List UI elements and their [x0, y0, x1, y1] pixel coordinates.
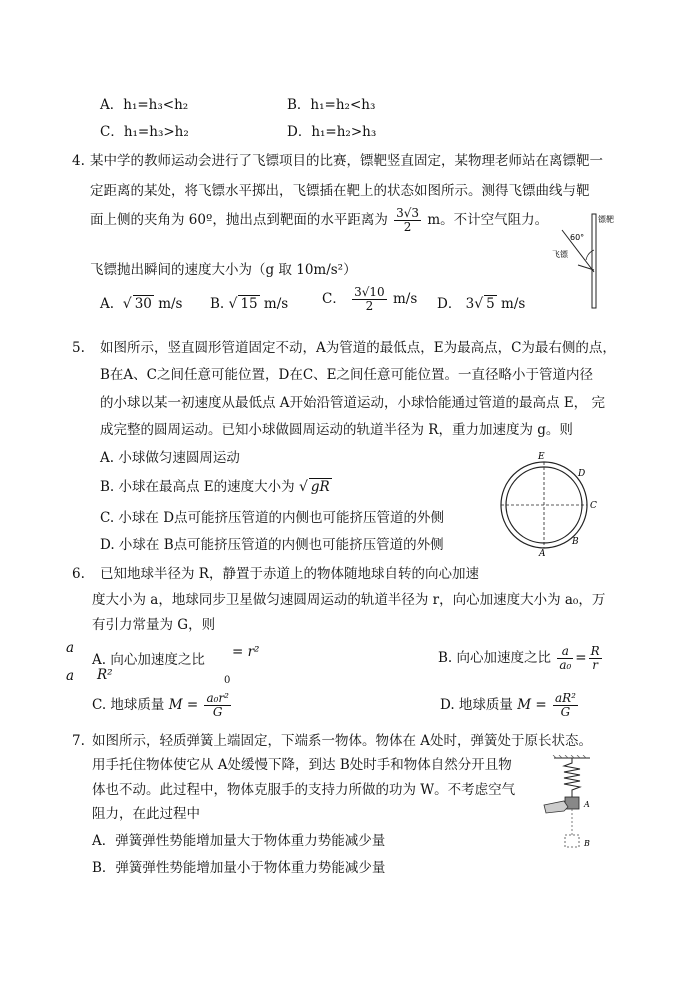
q6-option-b-rhs — [589, 645, 602, 672]
fig-label-c: C — [590, 501, 597, 511]
q4-option-b-radicand: 15 — [240, 296, 258, 312]
fig-target-label: 镖靶 — [598, 215, 614, 224]
q7-option-a: A．弹簧弹性势能增加量大于物体重力势能减少量 — [92, 833, 386, 849]
q6-option-d — [440, 692, 580, 719]
hand-icon — [544, 801, 568, 813]
q6-option-d-num: aR² — [554, 691, 576, 705]
q4-options: A. √ 30 m/s — [100, 296, 183, 312]
q6-option-c-fraction — [204, 692, 231, 719]
q7-option-b: B．弹簧弹性势能增加量小于物体重力势能减少量 — [92, 860, 386, 876]
q3-option-c: C．h₁=h₃>h₂ — [100, 124, 189, 140]
q3-option-b: B．h₁=h₂<h₃ — [287, 97, 376, 113]
q6-option-b-num: a — [557, 645, 573, 659]
q7-spring-figure — [540, 755, 610, 855]
q4-option-a-radicand: 30 — [134, 296, 152, 312]
q4-dart-figure — [548, 210, 628, 310]
q5-line1: 如图所示，竖直圆形管道固定不动，A为管道的最低点，E为最高点，C为最右侧的点， — [100, 340, 616, 356]
q5-circle-figure — [492, 448, 602, 558]
q3-option-d: D．h₁=h₂>h₃ — [287, 124, 377, 140]
q4-option-c-denominator: 2 — [365, 299, 374, 314]
q4-option-c — [322, 286, 417, 313]
q4-option-d-coefficient: 3 — [465, 296, 475, 312]
q6-option-b-den: a₀ — [559, 658, 572, 673]
q6-option-a-lhs-bot: a — [66, 668, 75, 684]
q4-number: 4. — [72, 153, 85, 169]
q6-option-b-rden: r — [592, 658, 598, 673]
q5-option-c: C. 小球在 D点可能挤压管道的内侧也可能挤压管道的外侧 — [100, 510, 445, 526]
q6-option-b-lhs — [557, 645, 573, 672]
q6-line1: 已知地球半径为 R，静置于赤道上的物体随地球自转的向心加速 — [100, 566, 479, 582]
q6-option-d-label: D. 地球质量 — [440, 697, 513, 714]
fig-label-b: B — [584, 839, 590, 848]
q4-line3-text: 面上侧的夹角为 60º，抛出点到靶面的水平距离为 — [90, 212, 388, 229]
q5-option-d: D. 小球在 B点可能挤压管道的内侧也可能挤压管道的外侧 — [100, 537, 444, 553]
q4-line4: 飞镖抛出瞬间的速度大小为（g 取 10m/s²） — [90, 262, 357, 278]
fig-label-a: A — [539, 549, 546, 558]
q6-option-c — [92, 692, 233, 719]
q6-option-d-den: G — [560, 705, 571, 720]
q6-option-b-label: B. 向心加速度之比 — [438, 650, 552, 667]
q4-line1: 某中学的教师运动会进行了飞镖项目的比赛，镖靶竖直固定，某物理老师站在离镖靶一 — [90, 153, 603, 169]
fig-label-a: A — [584, 800, 590, 809]
q5-option-b-radicand: gR — [310, 479, 330, 495]
q4-distance-fraction — [394, 207, 421, 234]
q7-line1: 如图所示，轻质弹簧上端固定，下端系一物体。物体在 A处时，弹簧处于原长状态。 — [92, 733, 593, 749]
q4-line2: 定距离的某处，将飞镖水平掷出，飞镖插在靶上的状态如图所示。测得飞镖曲线与靶 — [90, 183, 590, 199]
q4-line3-tail: m。不计空气阻力。 — [427, 212, 549, 229]
q5-line2: B在A、C之间任意可能位置，D在C、E之间任意可能位置。一直径略小于管道内径 — [100, 367, 594, 383]
q4-option-b-unit: m/s — [263, 296, 289, 312]
fig-dart-label: 飞镖 — [552, 250, 568, 259]
q6-option-a-r: R² — [97, 667, 113, 683]
q6-option-c-den: G — [212, 705, 223, 720]
q5-option-a: A. 小球做匀速圆周运动 — [100, 450, 240, 466]
q6-option-a-lhs-top: a — [66, 640, 75, 656]
q5-number: 5. — [72, 340, 85, 356]
q4-option-b: B. √ 15 m/s — [210, 296, 289, 312]
q4-distance-numerator: 3√3 — [396, 206, 420, 220]
q6-option-d-fraction — [553, 692, 578, 719]
q4-line3 — [90, 207, 548, 234]
q4-option-c-label: C． — [322, 291, 346, 308]
q6-line2: 度大小为 a，地球同步卫星做匀速圆周运动的轨道半径为 r，向心加速度大小为 a₀，万 — [92, 592, 606, 608]
q6-number: 6. — [72, 566, 85, 582]
q6-option-c-label: C. 地球质量 — [92, 697, 165, 714]
q4-option-d-label: D． — [437, 296, 462, 312]
q5-option-b-text: B. 小球在最高点 E的速度大小为 — [100, 479, 295, 495]
spring-icon — [564, 758, 580, 797]
q4-option-a-label: A. — [100, 296, 115, 312]
q5-option-b: B. 小球在最高点 E的速度大小为 √ gR — [100, 479, 330, 495]
fig-angle-label: 60° — [570, 233, 585, 242]
q5-line4: 成完整的圆周运动。已知小球做圆周运动的轨道半径为 R，重力加速度为 g。则 — [100, 422, 573, 438]
q6-option-b-rnum: R — [590, 644, 600, 658]
q6-option-c-m: M = — [168, 697, 199, 714]
q5-line3: 的小球以某一初速度从最低点 A开始沿管道运动，小球恰能通过管道的最高点 E， 完 — [100, 395, 605, 411]
q6-line3: 有引力常量为 G，则 — [92, 617, 216, 633]
q7-line3: 体也不动。此过程中，物体克服手的支持力所做的功为 W。不考虑空气 — [92, 782, 516, 798]
q6-option-c-num: a₀r² — [206, 691, 229, 705]
q4-option-c-numerator: 3√10 — [354, 285, 385, 299]
q3-option-a: A．h₁=h₃<h₂ — [100, 97, 189, 113]
q6-option-a-sub: 0 — [224, 675, 231, 686]
q7-line2: 用手托住物体使它从 A处缓慢下降，到达 B处时手和物体自然分开且物 — [92, 757, 512, 773]
q6-option-a-label: A. 向心加速度之比 — [92, 652, 205, 668]
fig-label-b: B — [572, 537, 579, 547]
q4-option-b-label: B. — [210, 296, 225, 312]
q4-option-a-unit: m/s — [158, 296, 183, 312]
q4-option-d: D． 3√ 5 m/s — [437, 296, 526, 312]
q4-distance-denominator: 2 — [403, 220, 412, 235]
q4-option-c-fraction — [352, 286, 387, 313]
fig-label-e: E — [538, 452, 545, 462]
q6-option-b: B. 向心加速度之比 $\frac{a}{\text{a₀}}$ = $\frac{R}{r}$ — [438, 644, 600, 673]
q7-line4: 阻力，在此过程中 — [92, 806, 200, 822]
q4-option-d-radicand: 5 — [486, 296, 495, 312]
q4-option-c-unit: m/s — [393, 291, 418, 308]
q4-option-d-unit: m/s — [501, 296, 526, 312]
q7-number: 7. — [72, 733, 85, 749]
q6-option-a-eq: = r² — [232, 644, 260, 660]
q6-option-d-m: M = — [517, 697, 547, 714]
fig-label-d: D — [578, 469, 586, 479]
